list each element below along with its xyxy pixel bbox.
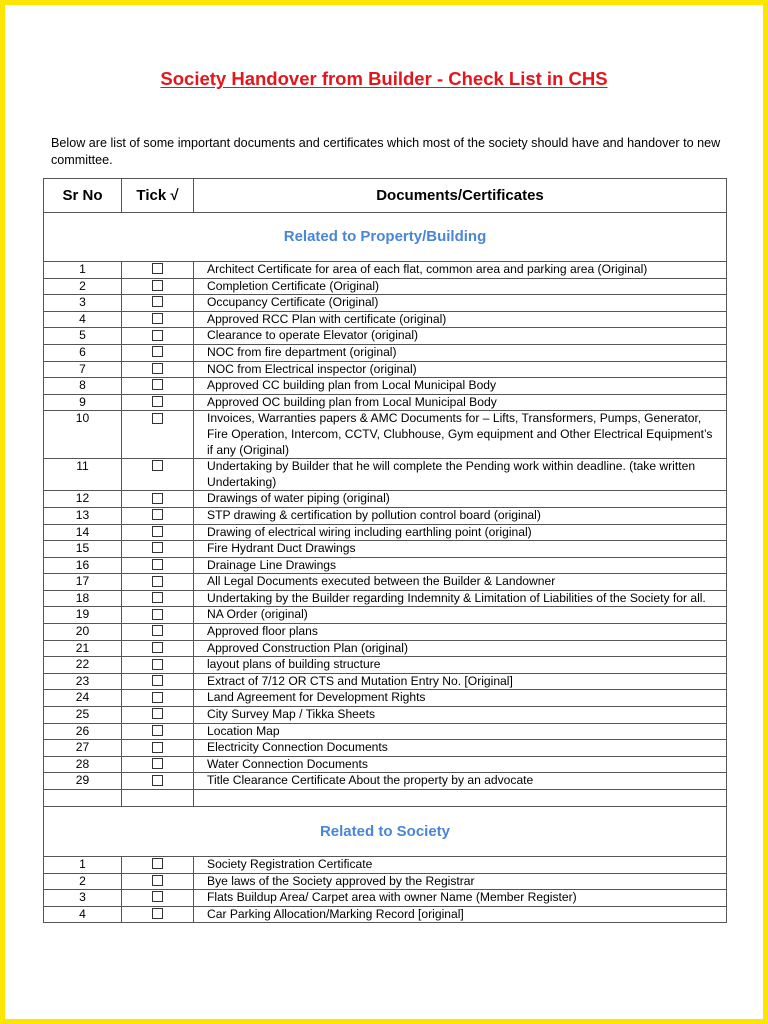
row-number: 4: [44, 906, 122, 923]
table-row: [44, 723, 727, 740]
section-title-property: Related to Property/Building: [44, 213, 727, 262]
row-number: 4: [44, 311, 122, 328]
tick-cell: [122, 707, 194, 724]
tick-checkbox[interactable]: [152, 576, 163, 587]
tick-cell: [122, 906, 194, 923]
table-row: [44, 673, 727, 690]
tick-checkbox[interactable]: [152, 742, 163, 753]
tick-cell: [122, 328, 194, 345]
document-name: Drawings of water piping (original): [194, 491, 727, 508]
row-number: 3: [44, 890, 122, 907]
document-name: City Survey Map / Tikka Sheets: [194, 707, 727, 724]
tick-checkbox[interactable]: [152, 592, 163, 603]
tick-checkbox[interactable]: [152, 493, 163, 504]
document-name: Electricity Connection Documents: [194, 740, 727, 757]
row-number: 19: [44, 607, 122, 624]
table-row: [44, 707, 727, 724]
table-row: [44, 607, 727, 624]
checklist-table: [43, 178, 727, 923]
tick-cell: [122, 311, 194, 328]
document-name: Car Parking Allocation/Marking Record [original]: [194, 906, 727, 923]
row-number: 25: [44, 707, 122, 724]
table-row: [44, 906, 727, 923]
tick-checkbox[interactable]: [152, 280, 163, 291]
table-row: [44, 690, 727, 707]
document-name: Undertaking by the Builder regarding Indemnity & Limitation of Liabilities of the Society for all.: [194, 590, 727, 607]
row-number: 8: [44, 378, 122, 395]
section-heading-row: [44, 807, 727, 857]
document-name: All Legal Documents executed between the Builder & Landowner: [194, 574, 727, 591]
document-name: Approved floor plans: [194, 624, 727, 641]
tick-checkbox[interactable]: [152, 908, 163, 919]
header-sr-no: Sr No: [44, 179, 122, 213]
tick-checkbox[interactable]: [152, 379, 163, 390]
document-name: Approved OC building plan from Local Municipal Body: [194, 394, 727, 411]
table-row: [44, 311, 727, 328]
row-number: 1: [44, 262, 122, 279]
tick-checkbox[interactable]: [152, 708, 163, 719]
row-number: 9: [44, 394, 122, 411]
tick-cell: [122, 557, 194, 574]
row-number: 21: [44, 640, 122, 657]
tick-cell: [122, 459, 194, 491]
table-row: [44, 411, 727, 459]
tick-cell: [122, 295, 194, 312]
document-name: Drainage Line Drawings: [194, 557, 727, 574]
tick-cell: [122, 411, 194, 459]
tick-cell: [122, 394, 194, 411]
row-number: 22: [44, 657, 122, 674]
tick-cell: [122, 507, 194, 524]
tick-checkbox[interactable]: [152, 509, 163, 520]
document-name: STP drawing & certification by pollution control board (original): [194, 507, 727, 524]
document-name: Flats Buildup Area/ Carpet area with owner Name (Member Register): [194, 890, 727, 907]
table-row: [44, 491, 727, 508]
row-number: 2: [44, 873, 122, 890]
tick-cell: [122, 541, 194, 558]
tick-cell: [122, 378, 194, 395]
table-row: [44, 524, 727, 541]
table-row: [44, 394, 727, 411]
row-number: 29: [44, 773, 122, 790]
row-number: 24: [44, 690, 122, 707]
tick-checkbox[interactable]: [152, 413, 163, 424]
table-row: [44, 328, 727, 345]
table-row: [44, 295, 727, 312]
document-name: NOC from fire department (original): [194, 344, 727, 361]
document-name: Completion Certificate (Original): [194, 278, 727, 295]
row-number: 6: [44, 344, 122, 361]
row-number: 20: [44, 624, 122, 641]
table-row: [44, 890, 727, 907]
section-heading-row: [44, 213, 727, 262]
document-name: NOC from Electrical inspector (original): [194, 361, 727, 378]
tick-cell: [122, 740, 194, 757]
table-row: [44, 344, 727, 361]
document-name: Invoices, Warranties papers & AMC Documents for – Lifts, Transformers, Pumps, Generator, Fire Operation, Intercom, CCTV, Clubhouse, Gym equipment and Other Electrical Equipment’s if any (Original): [194, 411, 727, 459]
row-number: 23: [44, 673, 122, 690]
document-name: Approved Construction Plan (original): [194, 640, 727, 657]
tick-checkbox[interactable]: [152, 313, 163, 324]
tick-cell: [122, 262, 194, 279]
tick-cell: [122, 673, 194, 690]
document-name: Clearance to operate Elevator (original): [194, 328, 727, 345]
tick-checkbox[interactable]: [152, 542, 163, 553]
tick-cell: [122, 890, 194, 907]
tick-checkbox[interactable]: [152, 758, 163, 769]
tick-cell: [122, 524, 194, 541]
table-row: [44, 756, 727, 773]
table-row: [44, 262, 727, 279]
row-number: 7: [44, 361, 122, 378]
tick-checkbox[interactable]: [152, 692, 163, 703]
tick-checkbox[interactable]: [152, 659, 163, 670]
document-name: Undertaking by Builder that he will complete the Pending work within deadline. (take written Undertaking): [194, 459, 727, 491]
row-number: 13: [44, 507, 122, 524]
header-documents: Documents/Certificates: [194, 179, 727, 213]
row-number: 18: [44, 590, 122, 607]
document-page: [5, 5, 763, 1019]
table-row: [44, 657, 727, 674]
row-number: 1: [44, 857, 122, 874]
tick-checkbox[interactable]: [152, 891, 163, 902]
row-number: 11: [44, 459, 122, 491]
tick-cell: [122, 278, 194, 295]
tick-cell: [122, 361, 194, 378]
tick-cell: [122, 607, 194, 624]
tick-cell: [122, 857, 194, 874]
row-number: 3: [44, 295, 122, 312]
document-name: Approved CC building plan from Local Municipal Body: [194, 378, 727, 395]
tick-cell: [122, 491, 194, 508]
document-name: Drawing of electrical wiring including earthling point (original): [194, 524, 727, 541]
table-row: [44, 459, 727, 491]
row-number: 28: [44, 756, 122, 773]
document-name: NA Order (original): [194, 607, 727, 624]
row-number: 10: [44, 411, 122, 459]
document-name: Location Map: [194, 723, 727, 740]
document-name: Extract of 7/12 OR CTS and Mutation Entry No. [Original]: [194, 673, 727, 690]
table-row: [44, 378, 727, 395]
tick-cell: [122, 574, 194, 591]
row-number: 26: [44, 723, 122, 740]
document-name: Occupancy Certificate (Original): [194, 295, 727, 312]
blank-cell: [122, 790, 194, 807]
tick-cell: [122, 624, 194, 641]
table-row: [44, 873, 727, 890]
table-row: [44, 640, 727, 657]
tick-cell: [122, 756, 194, 773]
row-number: 14: [44, 524, 122, 541]
document-name: Water Connection Documents: [194, 756, 727, 773]
section-title-society: Related to Society: [44, 807, 727, 857]
row-number: 27: [44, 740, 122, 757]
tick-cell: [122, 773, 194, 790]
document-name: Society Registration Certificate: [194, 857, 727, 874]
tick-checkbox[interactable]: [152, 725, 163, 736]
tick-cell: [122, 640, 194, 657]
tick-checkbox[interactable]: [152, 346, 163, 357]
table-row: [44, 624, 727, 641]
blank-cell: [44, 790, 122, 807]
tick-checkbox[interactable]: [152, 858, 163, 869]
table-row: [44, 557, 727, 574]
tick-checkbox[interactable]: [152, 526, 163, 537]
tick-cell: [122, 690, 194, 707]
document-name: Bye laws of the Society approved by the Registrar: [194, 873, 727, 890]
blank-row: [44, 790, 727, 807]
tick-checkbox[interactable]: [152, 642, 163, 653]
tick-checkbox[interactable]: [152, 609, 163, 620]
document-name: Fire Hydrant Duct Drawings: [194, 541, 727, 558]
tick-cell: [122, 590, 194, 607]
document-name: Approved RCC Plan with certificate (original): [194, 311, 727, 328]
row-number: 12: [44, 491, 122, 508]
document-name: Title Clearance Certificate About the property by an advocate: [194, 773, 727, 790]
header-row: [44, 179, 727, 213]
tick-checkbox[interactable]: [152, 675, 163, 686]
row-number: 16: [44, 557, 122, 574]
tick-checkbox[interactable]: [152, 875, 163, 886]
table-row: [44, 574, 727, 591]
table-row: [44, 590, 727, 607]
table-row: [44, 507, 727, 524]
tick-checkbox[interactable]: [152, 396, 163, 407]
table-row: [44, 857, 727, 874]
tick-checkbox[interactable]: [152, 625, 163, 636]
row-number: 2: [44, 278, 122, 295]
document-name: layout plans of building structure: [194, 657, 727, 674]
tick-cell: [122, 723, 194, 740]
tick-checkbox[interactable]: [152, 263, 163, 274]
tick-checkbox[interactable]: [152, 296, 163, 307]
table-row: [44, 278, 727, 295]
row-number: 5: [44, 328, 122, 345]
row-number: 17: [44, 574, 122, 591]
header-tick: Tick √: [122, 179, 194, 213]
document-name: Land Agreement for Development Rights: [194, 690, 727, 707]
tick-checkbox[interactable]: [152, 460, 163, 471]
document-name: Architect Certificate for area of each flat, common area and parking area (Original): [194, 262, 727, 279]
table-row: [44, 740, 727, 757]
table-row: [44, 541, 727, 558]
table-row: [44, 773, 727, 790]
tick-checkbox[interactable]: [152, 775, 163, 786]
blank-cell: [194, 790, 727, 807]
tick-cell: [122, 657, 194, 674]
tick-cell: [122, 873, 194, 890]
row-number: 15: [44, 541, 122, 558]
tick-checkbox[interactable]: [152, 559, 163, 570]
tick-cell: [122, 344, 194, 361]
intro-paragraph: Below are list of some important documents and certificates which most of the society should have and handover to new committee.: [51, 136, 721, 167]
page-title: Society Handover from Builder - Check List in CHS: [160, 68, 608, 89]
tick-checkbox[interactable]: [152, 363, 163, 374]
table-row: [44, 361, 727, 378]
tick-checkbox[interactable]: [152, 330, 163, 341]
